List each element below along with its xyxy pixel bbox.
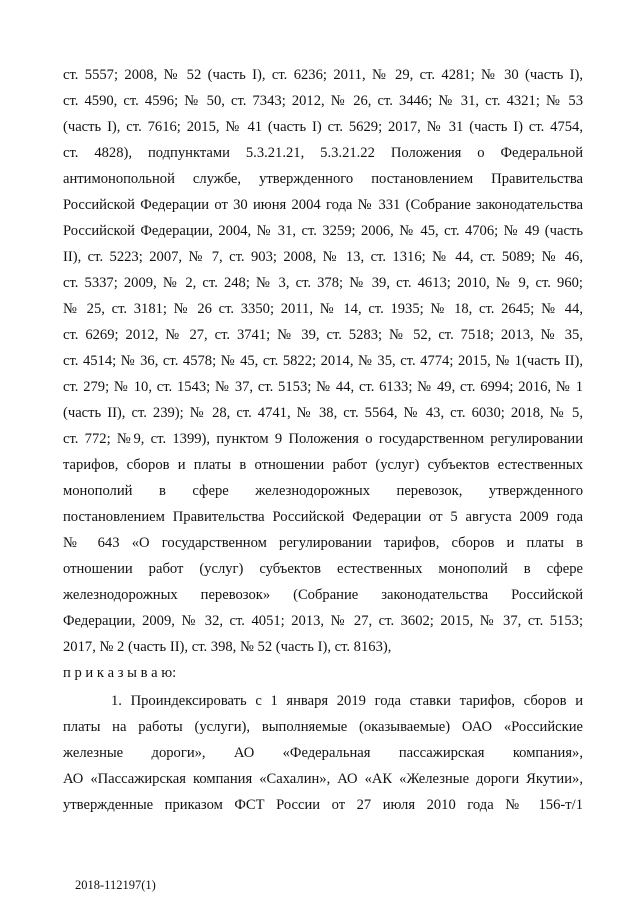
- text-line: Российской Федерации, 2004, № 31, ст. 3259; 2006, № 45, ст. 4706; № 49 (часть: [63, 223, 583, 239]
- paragraph-line: АО «Пассажирская компания «Сахалин», АО «АК «Железные дороги Якутии»,: [63, 771, 583, 787]
- text-line: (часть II), ст. 239); № 28, ст. 4741, № 38, ст. 5564, № 43, ст. 6030; 2018, № 5,: [63, 405, 583, 421]
- text-line: тарифов, сборов и платы в отношении работ (услуг) субъектов естественных: [63, 457, 583, 473]
- paragraph-line: 1. Проиндексировать с 1 января 2019 года ставки тарифов, сборов и: [111, 693, 583, 709]
- text-line: (часть I), ст. 7616; 2015, № 41 (часть I) ст. 5629; 2017, № 31 (часть I) ст. 4754,: [63, 119, 583, 135]
- paragraph-line: утвержденные приказом ФСТ России от 27 июля 2010 года № 156-т/1: [63, 797, 583, 813]
- text-line: № 25, ст. 3181; № 26 ст. 3350; 2011, № 14, ст. 1935; № 18, ст. 2645; № 44,: [63, 301, 583, 317]
- text-line: антимонопольной службе, утвержденного постановлением Правительства: [63, 171, 583, 187]
- text-line: № 643 «О государственном регулировании тарифов, сборов и платы в: [63, 535, 583, 551]
- text-line: Российской Федерации от 30 июня 2004 года № 331 (Собрание законодательства: [63, 197, 583, 213]
- text-line: ст. 5557; 2008, № 52 (часть I), ст. 6236; 2011, № 29, ст. 4281; № 30 (часть I),: [63, 67, 583, 83]
- text-line: ст. 4514; № 36, ст. 4578; № 45, ст. 5822; 2014, № 35, ст. 4774; 2015, № 1(часть II),: [63, 353, 583, 369]
- paragraph-line: платы на работы (услуги), выполняемые (оказываемые) ОАО «Российские: [63, 719, 583, 735]
- paragraph-line: железные дороги», АО «Федеральная пассажирская компания»,: [63, 745, 583, 761]
- text-line: Федерации, 2009, № 32, ст. 4051; 2013, № 27, ст. 3602; 2015, № 37, ст. 5153;: [63, 613, 583, 629]
- document-code: 2018-112197(1): [75, 878, 156, 892]
- text-line: отношении работ (услуг) субъектов естественных монополий в сфере: [63, 561, 583, 577]
- text-line: ст. 6269; 2012, № 27, ст. 3741; № 39, ст. 5283; № 52, ст. 7518; 2013, № 35,: [63, 327, 583, 343]
- text-line: железнодорожных перевозок» (Собрание законодательства Российской: [63, 587, 583, 603]
- text-line: ст. 4828), подпунктами 5.3.21.21, 5.3.21.22 Положения о Федеральной: [63, 145, 583, 161]
- text-line: постановлением Правительства Российской Федерации от 5 августа 2009 года: [63, 509, 583, 525]
- text-line: ст. 4590, ст. 4596; № 50, ст. 7343; 2012, № 26, ст. 3446; № 31, ст. 4321; № 53: [63, 93, 583, 109]
- text-line: монополий в сфере железнодорожных перевозок, утвержденного: [63, 483, 583, 499]
- text-line: ст. 5337; 2009, № 2, ст. 248; № 3, ст. 378; № 39, ст. 4613; 2010, № 9, ст. 960;: [63, 275, 583, 291]
- text-line: ст. 772; №9, ст. 1399), пунктом 9 Положения о государственном регулировании: [63, 431, 583, 447]
- text-line: 2017, № 2 (часть II), ст. 398, № 52 (часть I), ст. 8163),: [63, 639, 392, 655]
- text-line: II), ст. 5223; 2007, № 7, ст. 903; 2008, № 13, ст. 1316; № 44, ст. 5089; № 46,: [63, 249, 583, 265]
- document-body: [63, 62, 583, 818]
- order-word: п р и к а з ы в а ю:: [63, 665, 177, 681]
- text-line: ст. 279; № 10, ст. 1543; № 37, ст. 5153; № 44, ст. 6133; № 49, ст. 6994; 2016, № 1: [63, 379, 583, 395]
